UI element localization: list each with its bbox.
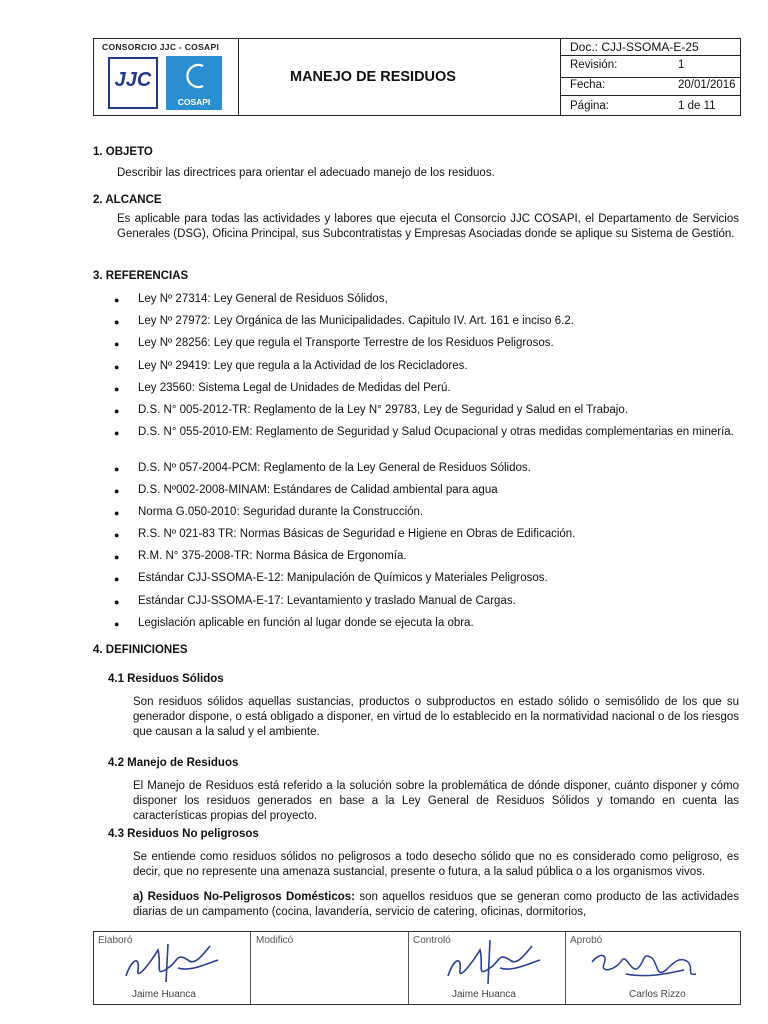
pagina-label: Página: xyxy=(570,100,610,112)
bullet-icon: ● xyxy=(114,362,120,372)
signature-controlo-icon xyxy=(440,936,550,988)
list-item: D.S. N° 055-2010-EM: Reglamento de Seguridad y Salud Ocupacional y otras medidas complementarias en minería. xyxy=(138,426,734,438)
bullet-icon: ● xyxy=(114,384,120,394)
list-item: D.S. N° 005-2012-TR: Reglamento de la Ley N° 29783, Ley de Seguridad y Salud en el Trabajo. xyxy=(138,404,628,416)
subsection-text: Se entiende como residuos sólidos no peligrosos a todo desecho sólido que no es considerado como peligroso, es decir, que no represente una amenaza sustancial, presente o futura, a la salud pública o a los organismos vivos. xyxy=(133,851,739,878)
divider xyxy=(565,932,566,1004)
revision-value: 1 xyxy=(678,59,685,71)
pagina-value: 1 de 11 xyxy=(678,100,716,112)
term-label: a) Residuos No-Peligrosos Domésticos: xyxy=(133,891,355,903)
bullet-icon: ● xyxy=(114,574,120,584)
modifico-label: Modificó xyxy=(256,935,294,946)
divider xyxy=(408,932,409,1004)
bullet-icon: ● xyxy=(114,295,120,305)
list-item: Ley 23560: Sistema Legal de Unidades de Medidas del Perú. xyxy=(138,382,451,394)
divider xyxy=(238,39,239,115)
bullet-icon: ● xyxy=(114,486,120,496)
elaboro-label: Elaboró xyxy=(98,935,133,946)
list-item: Legislación aplicable en función al lugar donde se ejecuta la obra. xyxy=(138,617,474,629)
subsection-text xyxy=(133,890,739,920)
bullet-icon: ● xyxy=(114,428,120,438)
list-item: Ley Nº 27314: Ley General de Residuos Sólidos, xyxy=(138,293,388,305)
subsection-heading: 4.2 Manejo de Residuos xyxy=(108,757,239,769)
list-item: Estándar CJJ-SSOMA-E-17: Levantamiento y traslado Manual de Cargas. xyxy=(138,595,516,607)
bullet-icon: ● xyxy=(114,619,120,629)
jjc-logo-text: JJC xyxy=(114,69,152,91)
alcance-text: Es aplicable para todas las actividades y labores que ejecuta el Consorcio JJC COSAPI, el Departamento de Servicios Generales (DSG), Oficina Principal, sus Subcontratistas y Empresas Asociadas donde se aplique su Sistema de Gestión. xyxy=(117,213,739,240)
list-item: Estándar CJJ-SSOMA-E-12: Manipulación de Químicos y Materiales Peligrosos. xyxy=(138,572,548,584)
subsection-text: El Manejo de Residuos está referido a la solución sobre la problemática de dónde disponer, cuánto disponer y cómo disponer los residuos generados en base a la Ley General de Residuos Sólidos y tomando en cuenta las características propias del proyecto. xyxy=(133,780,739,822)
document-title: MANEJO DE RESIDUOS xyxy=(290,69,456,85)
bullet-icon: ● xyxy=(114,339,120,349)
cosapi-logo-text: COSAPI xyxy=(177,97,211,107)
subsection-heading: 4.3 Residuos No peligrosos xyxy=(108,828,259,840)
list-item: Norma G.050-2010: Seguridad durante la Construcción. xyxy=(138,506,424,518)
cosapi-emblem-icon xyxy=(166,56,222,96)
revision-label: Revisión: xyxy=(570,59,618,71)
bullet-icon: ● xyxy=(114,508,120,518)
objeto-text: Describir las directrices para orientar el adecuado manejo de los residuos. xyxy=(117,167,495,179)
bullet-icon: ● xyxy=(114,464,120,474)
bullet-icon: ● xyxy=(114,317,120,327)
fecha-value: 20/01/2016 xyxy=(678,79,736,91)
bullet-icon: ● xyxy=(114,406,120,416)
divider xyxy=(560,95,740,96)
section-heading-alcance: 2. ALCANCE xyxy=(93,194,162,206)
section-heading-objeto: 1. OBJETO xyxy=(93,146,153,158)
subsection-text: Son residuos sólidos aquellas sustancias, productos o subproductos en estado sólido o semisólido de los que su generador dispone, o está obligado a disponer, en virtud de lo establecido en la normatividad nacional o de los riesgos que causan a la salud y el ambiente. xyxy=(133,696,739,738)
controlo-label: Controló xyxy=(413,935,451,946)
aprobo-name: Carlos Rizzo xyxy=(629,989,686,1000)
section-heading-referencias: 3. REFERENCIAS xyxy=(93,270,189,282)
divider xyxy=(560,77,740,78)
bullet-icon: ● xyxy=(114,530,120,540)
list-item: D.S. Nº002-2008-MINAM: Estándares de Calidad ambiental para agua xyxy=(138,484,498,496)
approval-footer xyxy=(93,931,741,1005)
subsection-heading: 4.1 Residuos Sólidos xyxy=(108,673,224,685)
aprobo-label: Aprobó xyxy=(570,935,603,946)
bullet-icon: ● xyxy=(114,597,120,607)
elaboro-name: Jaime Huanca xyxy=(132,989,196,1000)
company-name: CONSORCIO JJC - COSAPI xyxy=(102,42,220,52)
doc-code: Doc.: CJJ-SSOMA-E-25 xyxy=(570,40,699,54)
signature-aprobo-icon xyxy=(586,944,706,988)
list-item: Ley Nº 29419: Ley que regula a la Actividad de los Recicladores. xyxy=(138,360,468,372)
fecha-label: Fecha: xyxy=(570,79,606,91)
document-header xyxy=(93,38,741,116)
term-definition: son aquellos residuos que se generan como producto de las actividades diarias de un campamento (cocina, lavandería, servicio de catering, oficinas, dormitorios, xyxy=(133,891,739,918)
list-item: R.S. Nº 021-83 TR: Normas Básicas de Seguridad e Higiene en Obras de Edificación. xyxy=(138,528,576,540)
list-item: Ley Nº 28256: Ley que regula el Transporte Terrestre de los Residuos Peligrosos. xyxy=(138,337,554,349)
section-heading-definiciones: 4. DEFINICIONES xyxy=(93,644,188,656)
controlo-name: Jaime Huanca xyxy=(452,989,516,1000)
divider xyxy=(250,932,251,1004)
divider xyxy=(560,55,740,56)
list-item: R.M. N° 375-2008-TR: Norma Básica de Ergonomía. xyxy=(138,550,407,562)
list-item: D.S. Nº 057-2004-PCM: Reglamento de la Ley General de Residuos Sólidos. xyxy=(138,462,531,474)
list-item: Ley Nº 27972: Ley Orgánica de las Municipalidades. Capitulo IV. Art. 161 e inciso 6.2. xyxy=(138,315,574,327)
signature-elaboro-icon xyxy=(118,938,228,988)
bullet-icon: ● xyxy=(114,552,120,562)
